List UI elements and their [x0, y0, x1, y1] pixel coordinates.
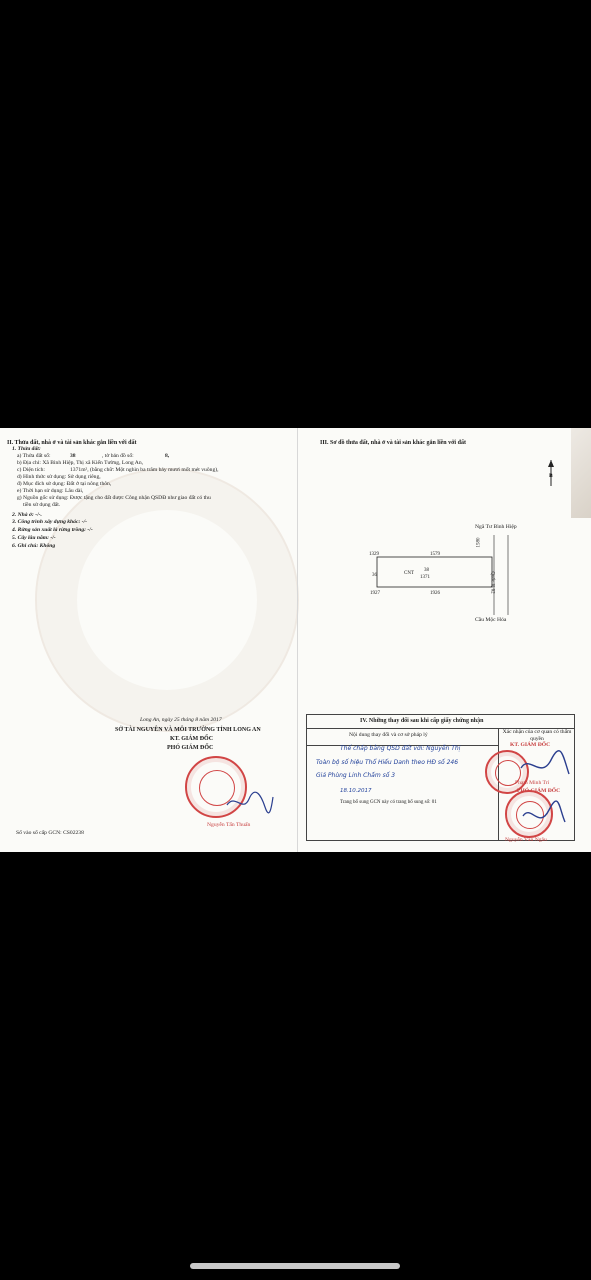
- address-line: b) Địa chỉ: Xã Bình Hiệp, Thị xã Kiến Tường, Long An,: [17, 460, 144, 466]
- other-construction-item: 3. Công trình xây dựng khác: -/-: [12, 519, 87, 525]
- note-item: 6. Ghi chú: Không: [12, 543, 56, 549]
- parcel-number-value: 38: [70, 453, 76, 459]
- area-label: c) Diện tích:: [17, 467, 45, 473]
- neighbor-tl: 1329: [369, 552, 379, 557]
- house-item: 2. Nhà ở: -/-.: [12, 512, 42, 518]
- stamp-role2-right: PHÓ GIÁM ĐỐC: [517, 788, 561, 794]
- neighbor-bottom: 1926: [430, 591, 440, 596]
- home-indicator[interactable]: [190, 1263, 400, 1269]
- map-sheet-value: 8,: [165, 453, 170, 459]
- neighbor-right: 1580: [476, 537, 482, 548]
- forest-item: 4. Rừng sản xuất là rừng trồng: -/-: [12, 527, 93, 533]
- north-label: B: [549, 473, 553, 479]
- neighbor-bl: 1927: [370, 591, 380, 596]
- parcel-type: CNT: [404, 571, 414, 576]
- handwritten-date: 18.10.2017: [340, 788, 372, 794]
- registration-number: Số vào sổ cấp GCN: CS02238: [16, 830, 84, 836]
- road-label: Quốc lộ 62: [489, 571, 495, 594]
- deputy-director-title: PHÓ GIÁM ĐỐC: [167, 745, 214, 751]
- stamp-role-right: KT. GIÁM ĐỐC: [510, 742, 551, 748]
- section-iii-title: III. Sơ đồ thửa đất, nhà ở và tài sản khác gắn liền với đất: [320, 440, 466, 446]
- signer-name-left: Nguyễn Tấn Thuấn: [207, 822, 251, 828]
- changes-title: IV. Những thay đổi sau khi cấp giấy chứng nhận: [360, 718, 484, 724]
- issuing-authority: SỞ TÀI NGUYÊN VÀ MÔI TRƯỜNG TỈNH LONG AN: [115, 727, 261, 733]
- paper-edge: [571, 428, 591, 518]
- col-content-header: Nội dung thay đổi và cơ sở pháp lý: [349, 732, 428, 738]
- map-sheet-label: , tờ bản đồ số:: [102, 453, 134, 459]
- neighbor-left: 36: [372, 573, 377, 578]
- perennial-item: 5. Cây lâu năm: -/-: [12, 535, 56, 541]
- parcel-number: 38: [424, 568, 429, 573]
- handwritten-line-1: Thế chấp bằng QSD đất với: Nguyễn Thị: [340, 745, 461, 752]
- map-bottom-label: Cầu Mộc Hóa: [475, 617, 507, 623]
- page-fold: [297, 428, 298, 852]
- origin-line-2: tiền sử dụng đất.: [23, 502, 61, 508]
- signer-name-right: Nguyễn Văn Ngâu: [505, 837, 547, 843]
- neighbor-top: 1579: [430, 552, 440, 557]
- handwritten-line-3: Giá Phùng Linh Chấm số 3: [316, 772, 396, 779]
- use-term-line: e) Thời hạn sử dụng: Lâu dài,: [17, 488, 84, 494]
- parcel-area: 1371: [420, 575, 430, 580]
- parcel-number-label: a) Thửa đất số:: [17, 453, 51, 459]
- use-form-line: d) Hình thức sử dụng: Sử dụng riêng,: [17, 474, 101, 480]
- supplement-note: Trang bổ sung GCN này có trang bổ sung số: 01: [340, 800, 437, 805]
- section-ii-title: II. Thửa đất, nhà ở và tài sản khác gắn liền với đất: [7, 440, 137, 446]
- kt-director: KT. GIÁM ĐỐC: [170, 736, 214, 742]
- map-top-label: Ngã Tư Bình Hiệp: [475, 524, 517, 530]
- use-purpose-line: đ) Mục đích sử dụng: Đất ở tại nông thôn,: [17, 481, 112, 487]
- signature-right: [515, 750, 573, 835]
- col-confirm-header: Xác nhận của cơ quan có thẩm quyền: [502, 729, 572, 742]
- watermark-emblem: [35, 468, 299, 732]
- parcel-heading: 1. Thửa đất:: [12, 446, 41, 452]
- stamp-name-right: Phạm Minh Trí: [515, 780, 550, 786]
- area-value: 1371m², (bằng chữ: Một nghìn ba trăm bảy mươi mốt mét vuông),: [70, 467, 219, 473]
- signature-left: [225, 785, 275, 815]
- handwritten-line-2: Toàn bộ số hiệu Thổ Hiếu Danh theo HĐ số 246: [316, 759, 459, 766]
- issue-date: Long An, ngày 25 tháng 8 năm 2017: [140, 717, 222, 723]
- origin-line-1: g) Nguồn gốc sử dụng: Được tặng cho đất được Công nhận QSDĐ như giao đất có thu: [17, 495, 211, 501]
